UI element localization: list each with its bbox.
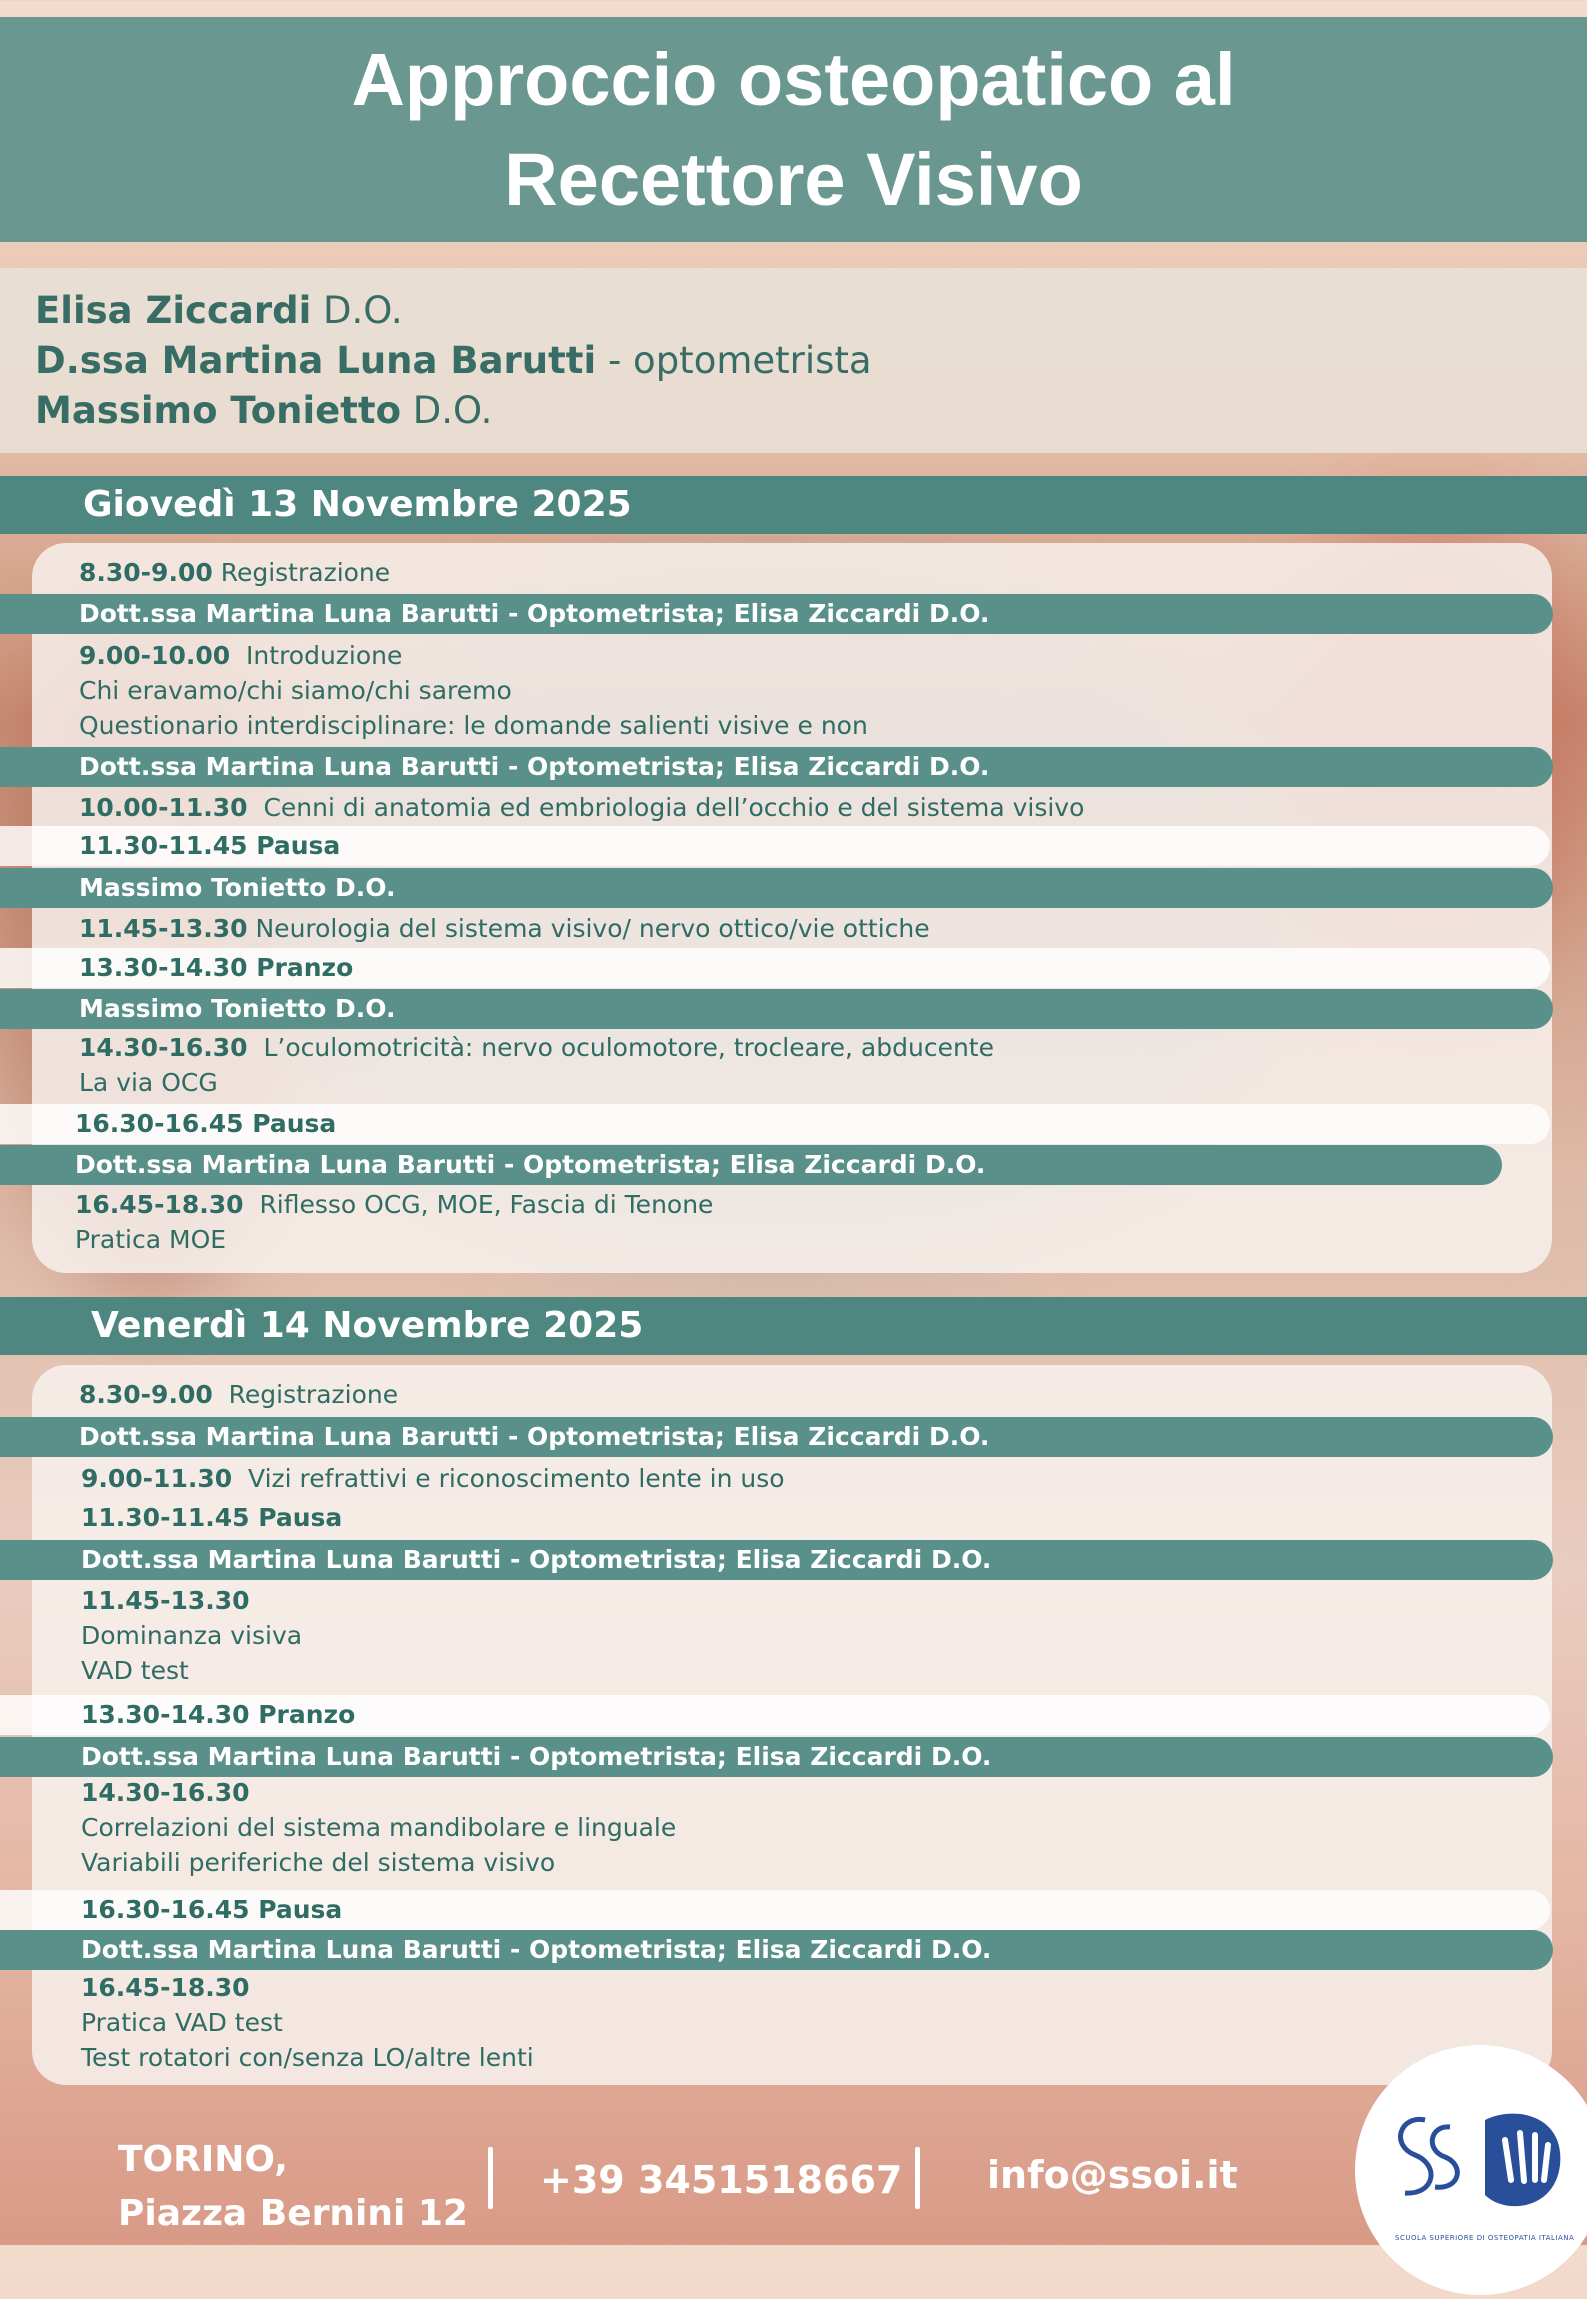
schedule-line: Variabili periferiche del sistema visivo [81, 1848, 556, 1877]
speaker-bar: Massimo Tonietto D.O. [0, 868, 1553, 908]
schedule-line: Questionario interdisciplinare: le domande salienti visive e non [79, 711, 868, 740]
schedule-item [79, 555, 390, 590]
pause-row: 11.30-11.45 Pausa [81, 1503, 343, 1532]
label: Registrazione [220, 558, 391, 587]
speaker-bar: Dott.ssa Martina Luna Barutti - Optometrista; Elisa Ziccardi D.O. [0, 594, 1553, 634]
speaker-bar: Dott.ssa Martina Luna Barutti - Optometrista; Elisa Ziccardi D.O. [0, 1417, 1553, 1457]
city: TORINO, [118, 2139, 288, 2180]
time: 9.00-11.30 [81, 1464, 233, 1493]
label: Cenni di anatomia ed embriologia dell’occhio e del sistema visivo [263, 793, 1085, 822]
speaker-role: D.O. [311, 289, 403, 332]
speaker-name: D.ssa Martina Luna Barutti [35, 339, 597, 382]
schedule-item [81, 1461, 785, 1496]
schedule-time: 14.30-16.30 [81, 1778, 250, 1807]
label: Introduzione [246, 641, 403, 670]
footer-phone[interactable]: +39 3451518667 [540, 2158, 903, 2202]
label: Vizi refrattivi e riconoscimento lente in uso [248, 1464, 785, 1493]
speaker-bar: Dott.ssa Martina Luna Barutti - Optometrista; Elisa Ziccardi D.O. [0, 747, 1553, 787]
schedule-line: Test rotatori con/senza LO/altre lenti [81, 2043, 534, 2072]
street: Piazza Bernini 12 [118, 2193, 468, 2234]
schedule-item [79, 911, 930, 946]
school-logo [1355, 2045, 1587, 2295]
lunch-row: 13.30-14.30 Pranzo [0, 948, 1550, 988]
schedule-line: Dominanza visiva [81, 1621, 303, 1650]
logo-caption: SCUOLA SUPERIORE DI OSTEOPATIA ITALIANA [1395, 2234, 1575, 2242]
footer-divider [915, 2147, 920, 2209]
footer-address [118, 2133, 468, 2241]
footer-email[interactable]: info@ssoi.it [987, 2153, 1238, 2197]
schedule-item [79, 790, 1084, 825]
day2-schedule-card [32, 1365, 1552, 2085]
day-heading: Giovedì 13 Novembre 2025 [0, 476, 1587, 534]
title-line-1: Approccio osteopatico al [351, 37, 1236, 121]
label: Registrazione [228, 1380, 399, 1409]
lunch-row: 13.30-14.30 Pranzo [0, 1695, 1550, 1735]
speaker-name: Elisa Ziccardi [35, 289, 312, 332]
time: 11.45-13.30 [79, 914, 248, 943]
ssoi-logo-icon [1355, 2045, 1587, 2295]
speaker-name: Massimo Tonietto [35, 389, 402, 432]
time: 8.30-9.00 [79, 1380, 213, 1409]
speaker-bar: Dott.ssa Martina Luna Barutti - Optometrista; Elisa Ziccardi D.O. [0, 1930, 1553, 1970]
speaker-bar: Dott.ssa Martina Luna Barutti - Optometrista; Elisa Ziccardi D.O. [0, 1540, 1553, 1580]
pause-row: 16.30-16.45 Pausa [0, 1104, 1550, 1144]
time: 9.00-10.00 [79, 641, 231, 670]
schedule-item [79, 638, 402, 673]
day1-schedule-card [32, 543, 1552, 1273]
schedule-time: 16.45-18.30 [81, 1973, 250, 2002]
pause-row: 16.30-16.45 Pausa [0, 1890, 1550, 1930]
time: 14.30-16.30 [79, 1033, 248, 1062]
speakers-panel [0, 268, 1587, 453]
label: Riflesso OCG, MOE, Fascia di Tenone [259, 1190, 714, 1219]
speaker-bar: Dott.ssa Martina Luna Barutti - Optometrista; Elisa Ziccardi D.O. [0, 1145, 1502, 1185]
schedule-line: VAD test [81, 1656, 189, 1685]
label: Neurologia del sistema visivo/ nervo ottico/vie ottiche [255, 914, 930, 943]
schedule-line: Chi eravamo/chi siamo/chi saremo [79, 676, 512, 705]
schedule-line: Pratica VAD test [81, 2008, 283, 2037]
schedule-item [79, 1030, 994, 1065]
schedule-line: Pratica MOE [75, 1225, 227, 1254]
speaker-role: - optometrista [596, 339, 872, 382]
speaker [35, 336, 1587, 386]
schedule-item [75, 1187, 713, 1222]
pause-row: 11.30-11.45 Pausa [0, 826, 1550, 866]
time: 8.30-9.00 [79, 558, 213, 587]
label: L’oculomotricità: nervo oculomotore, trocleare, abducente [263, 1033, 994, 1062]
speaker-bar: Dott.ssa Martina Luna Barutti - Optometrista; Elisa Ziccardi D.O. [0, 1737, 1553, 1777]
footer-divider [488, 2147, 493, 2209]
schedule-line: La via OCG [79, 1068, 218, 1097]
schedule-line: Correlazioni del sistema mandibolare e linguale [81, 1813, 677, 1842]
time: 16.45-18.30 [75, 1190, 244, 1219]
speaker-role: D.O. [401, 389, 493, 432]
speaker [35, 386, 1587, 436]
schedule-time: 11.45-13.30 [81, 1586, 250, 1615]
speaker [35, 286, 1587, 336]
speaker-bar: Massimo Tonietto D.O. [0, 989, 1553, 1029]
schedule-item [79, 1377, 398, 1412]
day-heading: Venerdì 14 Novembre 2025 [0, 1297, 1587, 1355]
time: 10.00-11.30 [79, 793, 248, 822]
title-banner [0, 17, 1587, 242]
title-line-2: Recettore Visivo [504, 137, 1083, 221]
